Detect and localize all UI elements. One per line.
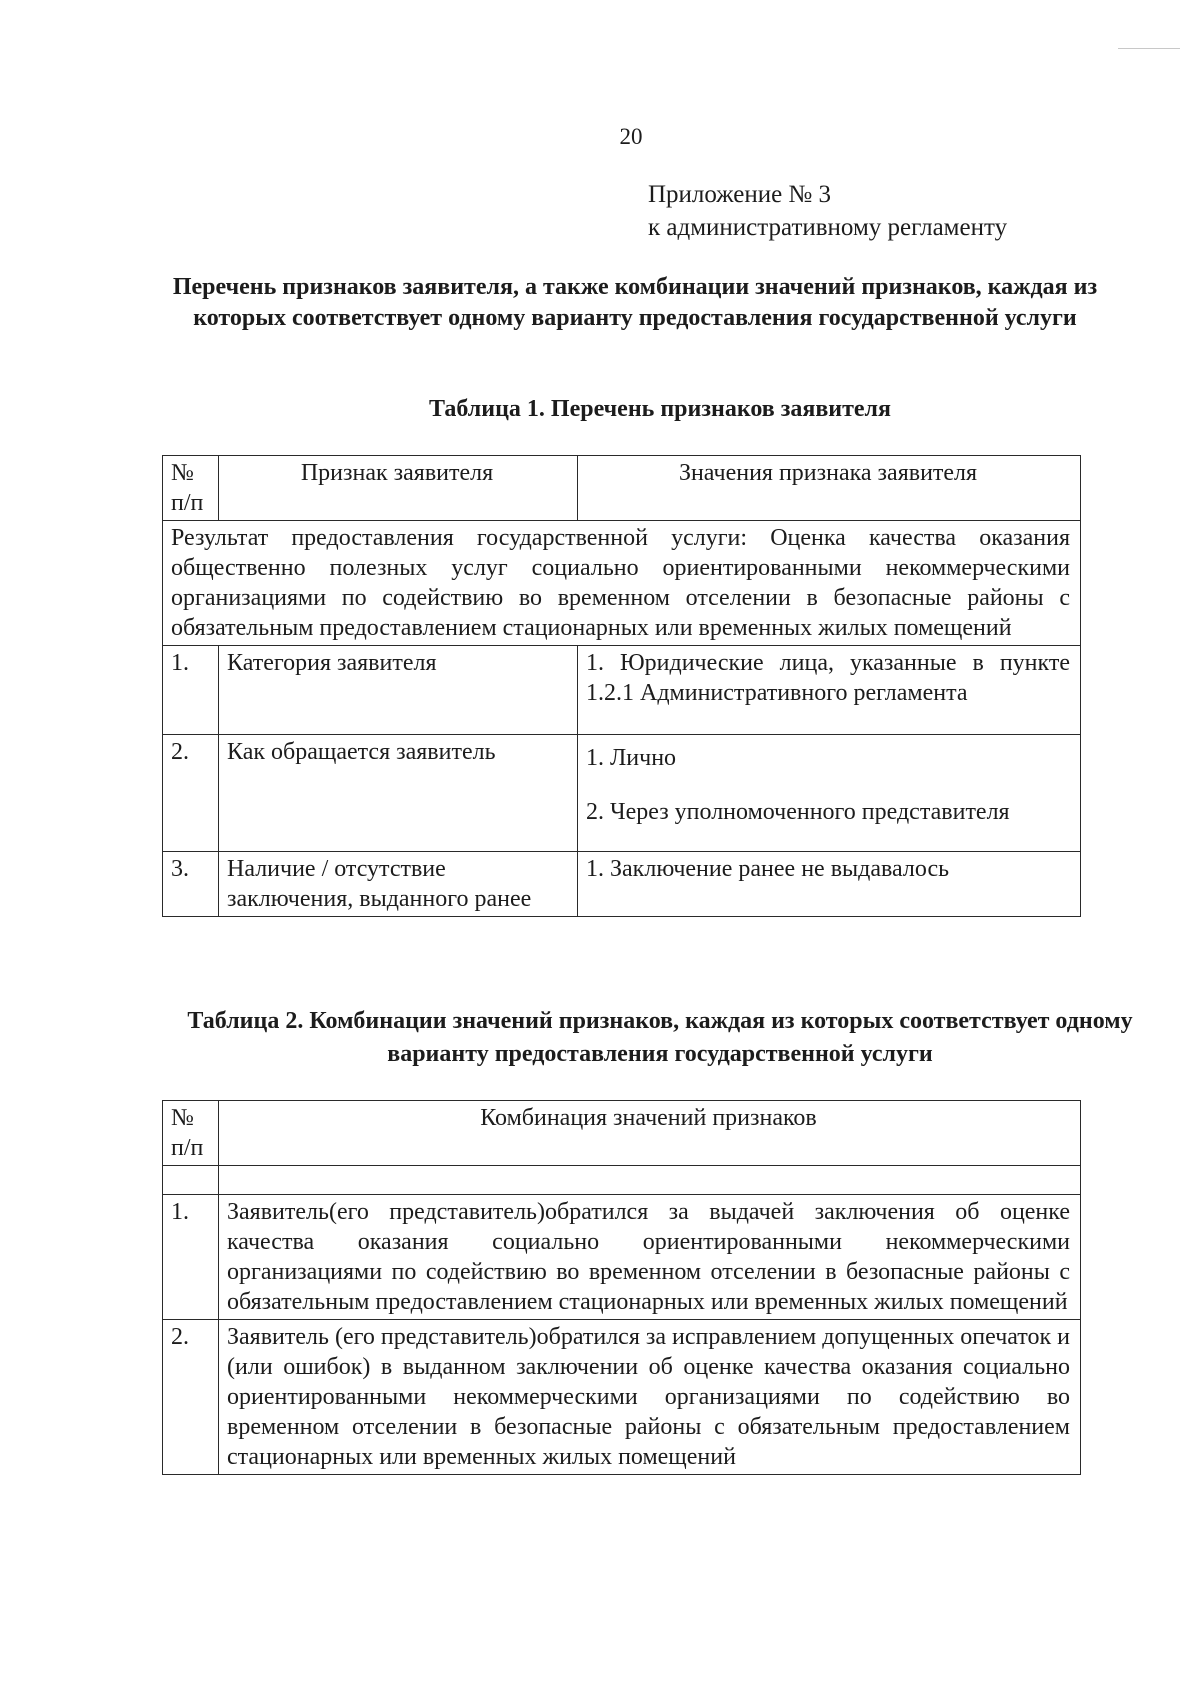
- table-row: [163, 1320, 1081, 1475]
- table2-header-row: [163, 1101, 1081, 1166]
- scan-edge-mark: [1118, 48, 1180, 49]
- attribute-combinations-table: [162, 1100, 1081, 1475]
- page-number: 20: [619, 124, 643, 149]
- table1-header-attribute: Признак заявителя: [219, 456, 578, 521]
- table-row: [163, 852, 1081, 917]
- appendix-line-2: к административному регламенту: [648, 214, 1008, 241]
- document-title: Перечень признаков заявителя, а также комбинации значений признаков, каждая из которых соответствует одному варианту предоставления государственной услуги: [172, 274, 1098, 331]
- table2-title: Таблица 2. Комбинации значений признаков, каждая из которых соответствует одному варианту предоставления государственной услуги: [187, 1008, 1133, 1067]
- row-number: 1.: [163, 1195, 219, 1320]
- appendix-header: [648, 178, 1007, 244]
- table2-empty-row: [163, 1166, 1081, 1195]
- table-row: [163, 1195, 1081, 1320]
- table1-header-num: № п/п: [163, 456, 219, 521]
- attribute-value: 1. Лично: [586, 745, 677, 771]
- row-number: 2.: [163, 1320, 219, 1475]
- table2-header-combination: Комбинация значений признаков: [219, 1101, 1081, 1166]
- table-row: [163, 646, 1081, 735]
- table1-title: Таблица 1. Перечень признаков заявителя: [428, 396, 892, 422]
- attribute-values: [578, 852, 1081, 917]
- empty-cell: [163, 1166, 219, 1195]
- attribute-values: [578, 735, 1081, 852]
- table1-section-row: [163, 521, 1081, 646]
- table2-header-num: № п/п: [163, 1101, 219, 1166]
- attribute-name: Категория заявителя: [219, 646, 578, 735]
- applicant-attributes-table: [162, 455, 1081, 917]
- table1-section-text: Результат предоставления государственной услуги: Оценка качества оказания общественно полезных услуг социально ориентированными некоммерческими организациями по содействию во временном отселении в безопасные районы с обязательным предоставлением стационарных или временных жилых помещений: [163, 521, 1081, 646]
- row-number: 2.: [163, 735, 219, 852]
- empty-cell: [219, 1166, 1081, 1195]
- table1-header-values: Значения признака заявителя: [578, 456, 1081, 521]
- combination-text: Заявитель (его представитель)обратился за исправлением допущенных опечаток и (или ошибок) в выданном заключении об оценке качества оказания социально ориентированными некоммерческими организациями по содействию во временном отселении в безопасные районы с обязательным предоставлением стационарных или временных жилых помещений: [219, 1320, 1081, 1475]
- attribute-value: 1. Заключение ранее не выдавалось: [586, 856, 950, 882]
- appendix-line-1: Приложение № 3: [648, 181, 832, 208]
- row-number: 3.: [163, 852, 219, 917]
- row-number: 1.: [163, 646, 219, 735]
- table1-header-row: [163, 456, 1081, 521]
- attribute-name: Наличие / отсутствие заключения, выданного ранее: [219, 852, 578, 917]
- attribute-value: 1. Юридические лица, указанные в пункте 1.2.1 Административного регламента: [586, 650, 1070, 706]
- attribute-values: [578, 646, 1081, 735]
- table-row: [163, 735, 1081, 852]
- combination-text: Заявитель(его представитель)обратился за выдачей заключения об оценке качества оказания социально ориентированными некоммерческими организациями по содействию во временном отселении в безопасные районы с обязательным предоставлением стационарных или временных жилых помещений: [219, 1195, 1081, 1320]
- attribute-name: Как обращается заявитель: [219, 735, 578, 852]
- attribute-value: 2. Через уполномоченного представителя: [586, 799, 1010, 825]
